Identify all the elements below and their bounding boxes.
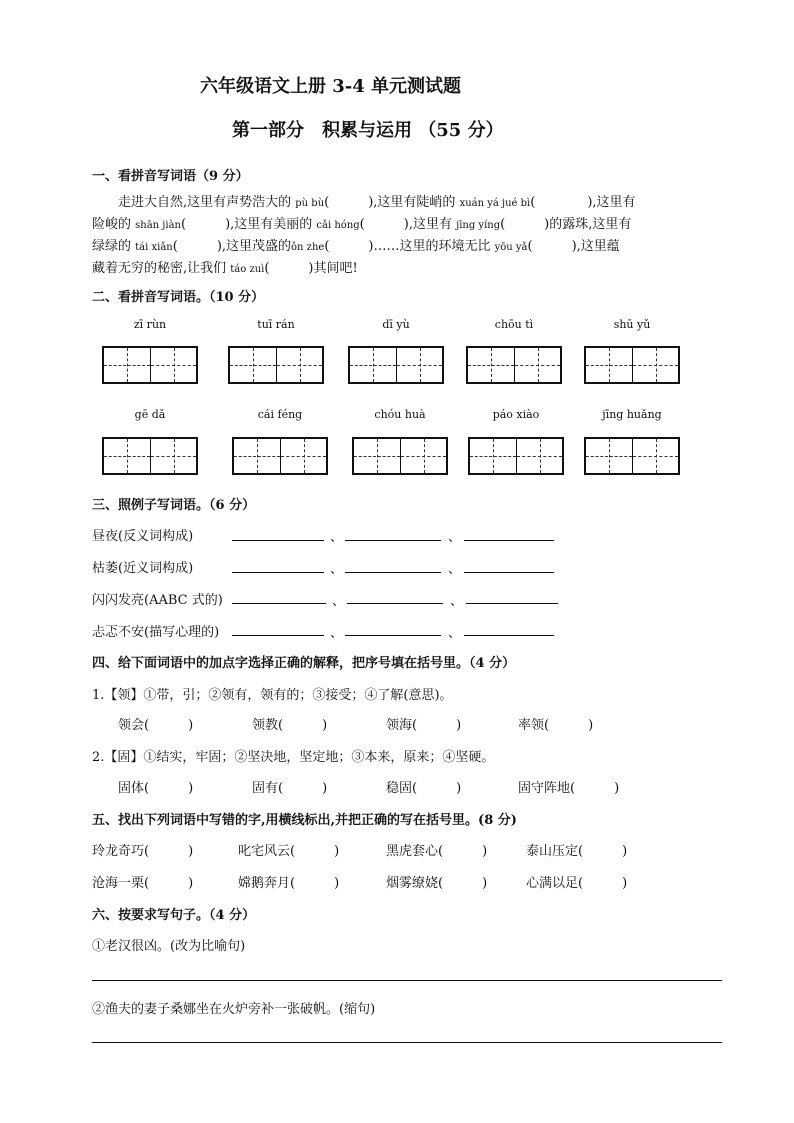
- answer-line[interactable]: [92, 980, 722, 981]
- word-item[interactable]: 心满以足( ): [526, 876, 628, 891]
- pinyin-label: dī yù: [382, 318, 410, 331]
- pinyin-label: chōu tì: [494, 318, 534, 331]
- separator: 、: [448, 530, 462, 545]
- word-item[interactable]: 泰山压定( ): [526, 844, 628, 859]
- sentence-question-1: ①老汉很凶。(改为比喻句): [92, 939, 246, 954]
- section-6-heading: 六、按要求写句子。（4 分）: [92, 908, 256, 923]
- word-item[interactable]: 固守阵地( ): [518, 781, 620, 796]
- answer-line[interactable]: [232, 603, 326, 604]
- pinyin: táo zuì: [230, 264, 265, 275]
- section-2-heading: 二、看拼音写词语。（10 分）: [92, 290, 265, 305]
- word-item[interactable]: 率领( ): [518, 718, 594, 733]
- separator: 、: [330, 530, 344, 545]
- writing-grid[interactable]: [584, 437, 680, 475]
- word-item[interactable]: 领教( ): [252, 718, 328, 733]
- part-heading: 第一部分 积累与运用 （55 分）: [232, 120, 504, 141]
- word-item[interactable]: 叱宅风云( ): [238, 844, 340, 859]
- writing-grid[interactable]: [228, 346, 324, 384]
- separator: 、: [448, 626, 462, 641]
- answer-line[interactable]: [232, 540, 324, 541]
- word-item[interactable]: 固有( ): [252, 781, 328, 796]
- section-4-heading: 四、给下面词语中的加点字选择正确的解释，把序号填在括号里。（4 分）: [92, 656, 516, 671]
- writing-grid[interactable]: [102, 346, 198, 384]
- answer-line[interactable]: [345, 540, 441, 541]
- word-item[interactable]: 烟雾缭娆( ): [386, 876, 488, 891]
- sentence-question-2: ②渔夫的妻子桑娜坐在火炉旁补一张破帆。(缩句): [92, 1002, 376, 1017]
- pinyin: xuán yá jué bì: [459, 198, 531, 209]
- word-item[interactable]: 沧海一栗( ): [92, 876, 194, 891]
- para-line: 藏着无穷的秘密,让我们 táo zuì( )其间吧!: [92, 261, 358, 276]
- word-item[interactable]: 稳固( ): [386, 781, 462, 796]
- pinyin-label: chóu huà: [374, 408, 426, 421]
- separator: 、: [448, 562, 462, 577]
- pinyin-label: tuī rán: [257, 318, 295, 331]
- pinyin: ǒn zhe: [291, 242, 325, 253]
- item-label: 昼夜(反义词构成): [92, 529, 194, 544]
- separator: 、: [330, 626, 344, 641]
- answer-line[interactable]: [345, 572, 441, 573]
- item-label: 闪闪发亮(AABC 式的): [92, 593, 223, 608]
- word-item[interactable]: 领会( ): [118, 718, 194, 733]
- answer-line[interactable]: [232, 635, 324, 636]
- para-line: 险峻的 shān jiàn( ),这里有美丽的 cǎi hóng( ),这里有 jīng yíng( )的露珠,这里有: [92, 217, 632, 232]
- pinyin: yōu yǎ: [494, 242, 528, 253]
- page-title: 六年级语文上册 3-4 单元测试题: [200, 76, 462, 97]
- writing-grid[interactable]: [232, 437, 328, 475]
- answer-line[interactable]: [232, 572, 324, 573]
- pinyin-label: cái féng: [257, 408, 303, 421]
- pinyin: jīng yíng: [456, 220, 501, 231]
- question-1: 1.【领】①带，引；②领有，领有的；③接受；④了解(意思)。: [92, 688, 453, 703]
- pinyin: shān jiàn: [135, 220, 181, 231]
- pinyin: pù bù: [295, 198, 325, 209]
- separator: 、: [450, 594, 464, 609]
- answer-line[interactable]: [464, 635, 554, 636]
- pinyin-label: zī rùn: [133, 318, 167, 331]
- section-1-paragraph: [92, 192, 724, 280]
- answer-line[interactable]: [347, 603, 443, 604]
- separator: 、: [332, 594, 346, 609]
- para-line: 走进大自然,这里有声势浩大的 pù bù( ),这里有陡峭的 xuán yá jué bì( ),这里有: [118, 195, 636, 210]
- word-item[interactable]: 玲龙奇巧( ): [92, 844, 194, 859]
- para-line: 绿绿的 tái xiǎn( ),这里茂盛的ǒn zhe( )……这里的环境无比 yōu yǎ( ),这里蕴: [92, 239, 620, 254]
- word-item[interactable]: 领海( ): [386, 718, 462, 733]
- pinyin-label: jīng huǎng: [602, 408, 662, 421]
- word-item[interactable]: 固体( ): [118, 781, 194, 796]
- pinyin-label: gē dǎ: [134, 408, 166, 421]
- pinyin-label: shū yǔ: [613, 318, 651, 331]
- writing-grid[interactable]: [466, 346, 562, 384]
- section-3-heading: 三、照例子写词语。（6 分）: [92, 498, 256, 513]
- word-item[interactable]: 黑虎套心( ): [386, 844, 488, 859]
- writing-grid[interactable]: [468, 437, 564, 475]
- word-item[interactable]: 嫦鹅奔月( ): [238, 876, 340, 891]
- writing-grid[interactable]: [102, 437, 198, 475]
- pinyin: tái xiǎn: [135, 242, 173, 253]
- pinyin: cǎi hóng: [316, 220, 360, 231]
- question-2: 2.【固】①结实，牢固；②坚决地，坚定地；③本来，原来；④坚硬。: [92, 750, 495, 765]
- section-5-heading: 五、找出下列词语中写错的字,用横线标出,并把正确的写在括号里。(8 分): [92, 813, 517, 828]
- answer-line[interactable]: [464, 540, 554, 541]
- section-1-heading: 一、看拼音写词语（9 分）: [92, 169, 249, 184]
- item-label: 忐忑不安(描写心理的): [92, 625, 220, 640]
- answer-line[interactable]: [464, 572, 554, 573]
- answer-line[interactable]: [92, 1042, 722, 1043]
- answer-line[interactable]: [345, 635, 441, 636]
- writing-grid[interactable]: [584, 346, 680, 384]
- pinyin-label: páo xiào: [492, 408, 540, 421]
- separator: 、: [330, 562, 344, 577]
- writing-grid[interactable]: [352, 437, 448, 475]
- item-label: 枯萎(近义词构成): [92, 561, 194, 576]
- writing-grid[interactable]: [348, 346, 444, 384]
- answer-line[interactable]: [466, 603, 558, 604]
